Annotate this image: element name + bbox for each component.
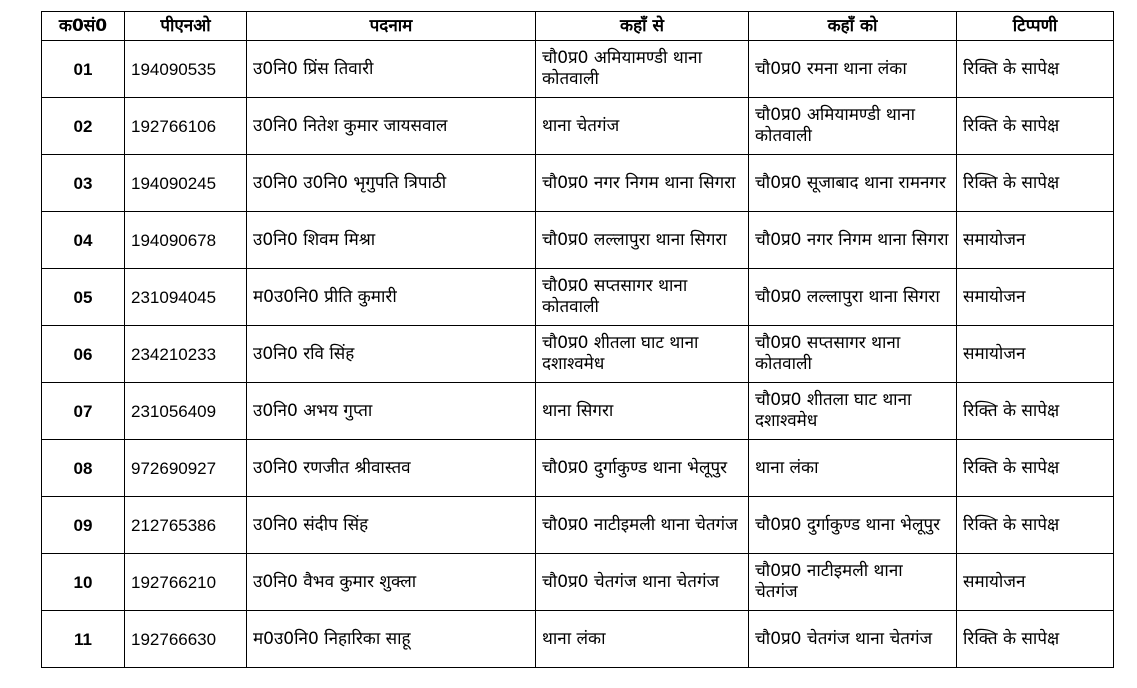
cell-from: चौ0प्र0 चेतगंज थाना चेतगंज (536, 554, 749, 611)
cell-to: चौ0प्र0 रमना थाना लंका (749, 41, 957, 98)
cell-to: चौ0प्र0 सूजाबाद थाना रामनगर (749, 155, 957, 212)
cell-sno: 02 (42, 98, 125, 155)
header-from: कहाँ से (536, 12, 749, 41)
cell-from: थाना सिगरा (536, 383, 749, 440)
cell-name: उ0नि0 नितेश कुमार जायसवाल (247, 98, 536, 155)
header-pno: पीएनओ (125, 12, 247, 41)
header-row (42, 12, 1114, 41)
cell-to: चौ0प्र0 नगर निगम थाना सिगरा (749, 212, 957, 269)
cell-pno: 972690927 (125, 440, 247, 497)
cell-from: चौ0प्र0 अमियामण्डी थाना कोतवाली (536, 41, 749, 98)
table-row (42, 98, 1114, 155)
cell-name: उ0नि0 शिवम मिश्रा (247, 212, 536, 269)
transfer-table (41, 11, 1114, 668)
cell-sno: 04 (42, 212, 125, 269)
cell-sno: 06 (42, 326, 125, 383)
cell-from: चौ0प्र0 नाटीइमली थाना चेतगंज (536, 497, 749, 554)
cell-name: उ0नि0 रणजीत श्रीवास्तव (247, 440, 536, 497)
cell-pno: 194090535 (125, 41, 247, 98)
cell-sno: 03 (42, 155, 125, 212)
cell-remark: रिक्ति के सापेक्ष (957, 41, 1114, 98)
table-row (42, 212, 1114, 269)
table-row (42, 554, 1114, 611)
table-row (42, 41, 1114, 98)
header-to: कहाँ को (749, 12, 957, 41)
cell-sno: 10 (42, 554, 125, 611)
cell-name: उ0नि0 प्रिंस तिवारी (247, 41, 536, 98)
cell-remark: समायोजन (957, 326, 1114, 383)
cell-remark: रिक्ति के सापेक्ष (957, 497, 1114, 554)
table-row (42, 155, 1114, 212)
cell-to: चौ0प्र0 नाटीइमली थाना चेतगंज (749, 554, 957, 611)
cell-pno: 192766106 (125, 98, 247, 155)
cell-remark: रिक्ति के सापेक्ष (957, 383, 1114, 440)
cell-from: चौ0प्र0 दुर्गाकुण्ड थाना भेलूपुर (536, 440, 749, 497)
header-sno: क0सं0 (42, 12, 125, 41)
cell-sno: 11 (42, 611, 125, 668)
table-row (42, 326, 1114, 383)
cell-to: चौ0प्र0 शीतला घाट थाना दशाश्वमेध (749, 383, 957, 440)
cell-name: उ0नि0 संदीप सिंह (247, 497, 536, 554)
cell-remark: रिक्ति के सापेक्ष (957, 98, 1114, 155)
cell-to: चौ0प्र0 अमियामण्डी थाना कोतवाली (749, 98, 957, 155)
cell-pno: 231094045 (125, 269, 247, 326)
header-designation: पदनाम (247, 12, 536, 41)
cell-sno: 08 (42, 440, 125, 497)
cell-name: उ0नि0 रवि सिंह (247, 326, 536, 383)
cell-remark: रिक्ति के सापेक्ष (957, 611, 1114, 668)
table-row (42, 497, 1114, 554)
cell-name: म0उ0नि0 निहारिका साहू (247, 611, 536, 668)
table-row (42, 269, 1114, 326)
cell-from: थाना चेतगंज (536, 98, 749, 155)
cell-pno: 194090678 (125, 212, 247, 269)
cell-remark: समायोजन (957, 269, 1114, 326)
cell-pno: 194090245 (125, 155, 247, 212)
cell-remark: समायोजन (957, 554, 1114, 611)
cell-sno: 05 (42, 269, 125, 326)
cell-name: उ0नि0 अभय गुप्ता (247, 383, 536, 440)
cell-remark: रिक्ति के सापेक्ष (957, 440, 1114, 497)
header-remark: टिप्पणी (957, 12, 1114, 41)
cell-to: थाना लंका (749, 440, 957, 497)
cell-pno: 212765386 (125, 497, 247, 554)
cell-from: थाना लंका (536, 611, 749, 668)
cell-remark: रिक्ति के सापेक्ष (957, 155, 1114, 212)
cell-sno: 07 (42, 383, 125, 440)
cell-to: चौ0प्र0 दुर्गाकुण्ड थाना भेलूपुर (749, 497, 957, 554)
cell-to: चौ0प्र0 चेतगंज थाना चेतगंज (749, 611, 957, 668)
cell-to: चौ0प्र0 लल्लापुरा थाना सिगरा (749, 269, 957, 326)
cell-pno: 192766210 (125, 554, 247, 611)
cell-from: चौ0प्र0 सप्तसागर थाना कोतवाली (536, 269, 749, 326)
cell-remark: समायोजन (957, 212, 1114, 269)
cell-pno: 234210233 (125, 326, 247, 383)
cell-from: चौ0प्र0 नगर निगम थाना सिगरा (536, 155, 749, 212)
cell-name: उ0नि0 उ0नि0 भृगुपति त्रिपाठी (247, 155, 536, 212)
cell-sno: 09 (42, 497, 125, 554)
table-row (42, 611, 1114, 668)
table-row (42, 383, 1114, 440)
cell-sno: 01 (42, 41, 125, 98)
cell-name: म0उ0नि0 प्रीति कुमारी (247, 269, 536, 326)
cell-to: चौ0प्र0 सप्तसागर थाना कोतवाली (749, 326, 957, 383)
cell-from: चौ0प्र0 लल्लापुरा थाना सिगरा (536, 212, 749, 269)
cell-name: उ0नि0 वैभव कुमार शुक्ला (247, 554, 536, 611)
cell-from: चौ0प्र0 शीतला घाट थाना दशाश्वमेध (536, 326, 749, 383)
cell-pno: 192766630 (125, 611, 247, 668)
cell-pno: 231056409 (125, 383, 247, 440)
table-body (42, 41, 1114, 668)
table-row (42, 440, 1114, 497)
